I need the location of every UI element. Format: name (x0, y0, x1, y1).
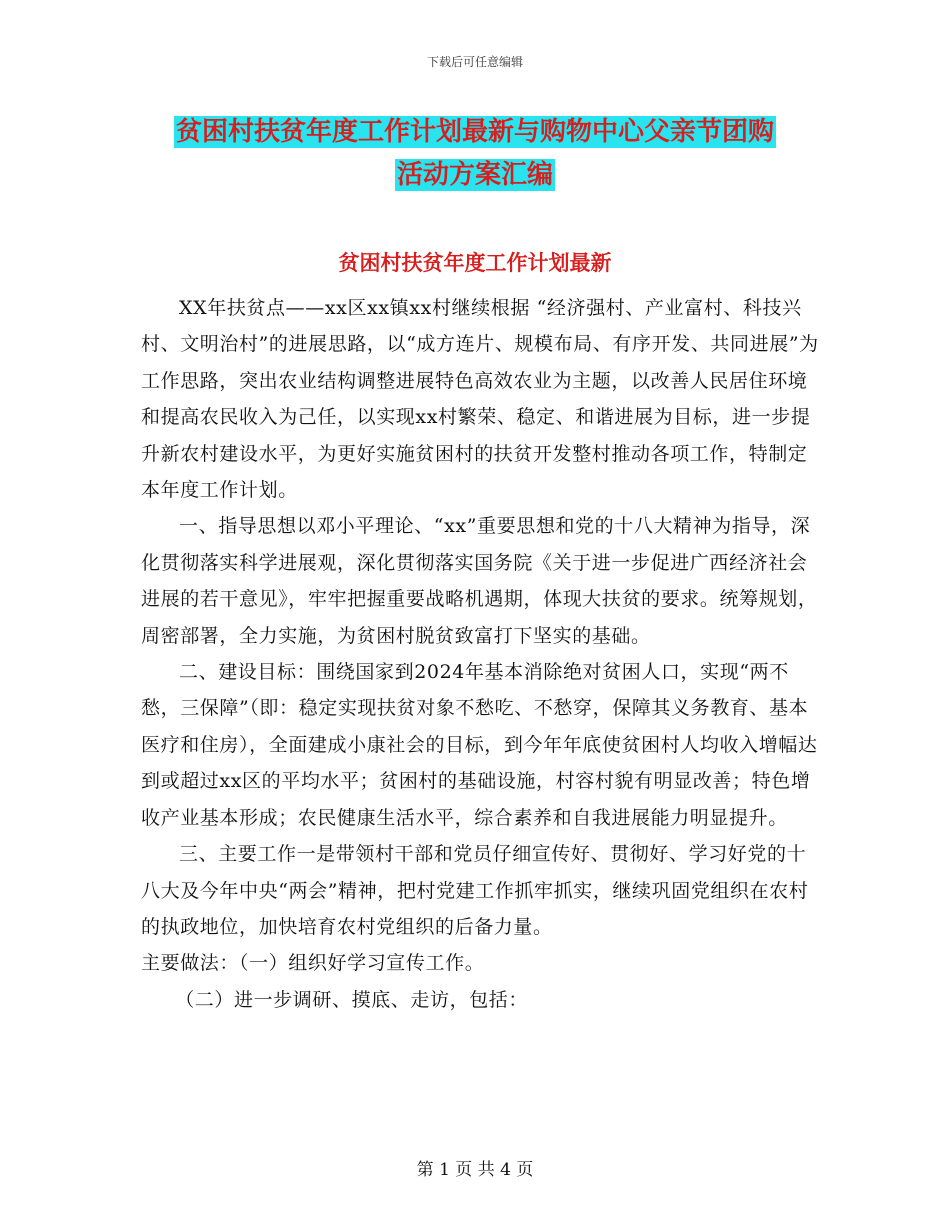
document-title-text-2: 活动方案汇编 (396, 160, 553, 190)
section-title: 贫困村扶贫年度工作计划最新 (338, 251, 612, 275)
body-text (141, 290, 821, 1018)
paragraph-construction-goals: 二、建设目标：围绕国家到2024年基本消除绝对贫困人口，实现“两不愁，三保障”（即：稳定实现扶贫对象不愁吃、不愁穿，保障其义务教育、基本医疗和住房），全面建成小康社会的目标，到今年年底使贫困村人均收入增幅达到或超过xx区的平均水平；贫困村的基础设施，村容村貌有明显改善；特色增收产业基本形成；农民健康生活水平，综合素养和自我进展能力明显提升。 (141, 661, 818, 829)
document-title-line-2 (0, 159, 950, 191)
document-title-text-1: 贫困村扶贫年度工作计划最新与购物中心父亲节团购 (175, 117, 774, 147)
paragraph-intro: XX年扶贫点——xx区xx镇xx村继续根据 “经济强村、产业富村、科技兴村、文明治村”的进展思路，以“成方连片、规模布局、有序开发、共同进展”为工作思路，突出农业结构调整进展特色高效农业为主题，以改善人民居住环境和提高农民收入为己任，以实现xx村繁荣、稳定、和谐进展为目标，进一步提升新农村建设水平，为更好实施贫困村的扶贫开发整村推动各项工作，特制定本年度工作计划。 (141, 297, 819, 502)
paragraph-survey: （二）进一步调研、摸底、走访，包括： (175, 988, 528, 1011)
document-title-line-1 (0, 116, 950, 148)
paragraph-main-work: 三、主要工作一是带领村干部和党员仔细宣传好、贯彻好、学习好党的十八大及今年中央“两会”精神，把村党建工作抓牢抓实，继续巩固党组织在农村的执政地位，加快培育农村党组织的后备力量。 (141, 843, 809, 938)
header-note: 下载后可任意编辑 (426, 55, 523, 69)
page-footer: 第 1 页 共 4 页 (416, 1160, 534, 1180)
paragraph-guiding-ideology: 一、指导思想以邓小平理论、“xx”重要思想和党的十八大精神为指导，深化贯彻落实科学进展观，深化贯彻落实国务院《关于进一步促进广西经济社会进展的若干意见》，牢牢把握重要战略机遇期，体现大扶贫的要求。统筹规划，周密部署，全力实施，为贫困村脱贫致富打下坚实的基础。 (141, 515, 818, 647)
paragraph-main-methods: 主要做法：（一）组织好学习宣传工作。 (141, 952, 485, 975)
